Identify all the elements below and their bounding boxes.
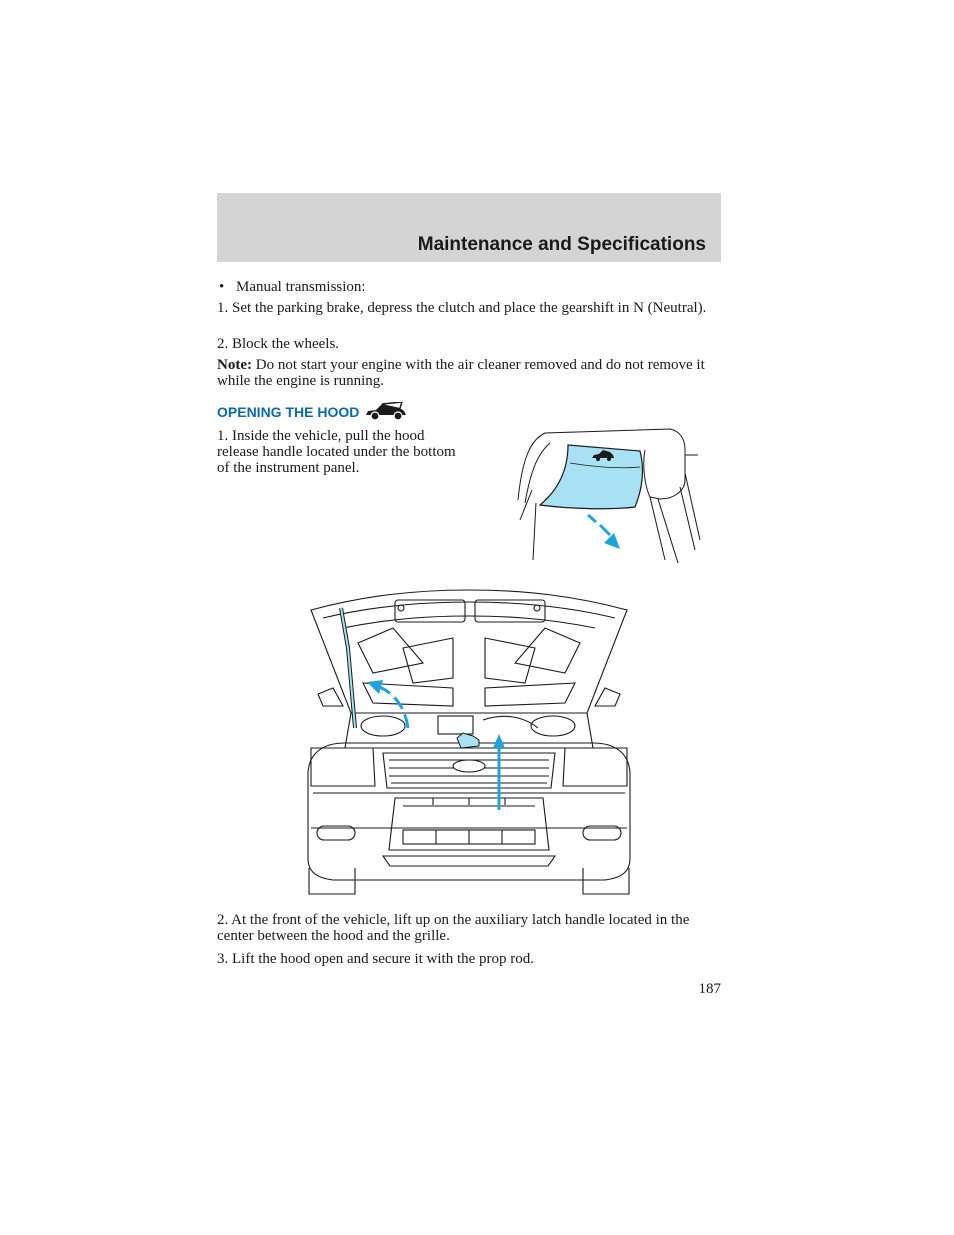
- section-header-band: [217, 193, 721, 262]
- intro-step-1: 1. Set the parking brake, depress the clutch and place the gearshift in N (Neutral).: [217, 300, 707, 316]
- step-3-paragraph: 3. Lift the hood open and secure it with the prop rod.: [217, 951, 535, 967]
- bullet-text: Manual transmission:: [236, 279, 366, 295]
- note-paragraph: [217, 357, 721, 389]
- intro-step-2: 2. Block the wheels.: [217, 336, 340, 352]
- section-heading-text: OPENING THE HOOD: [217, 404, 360, 420]
- note-text: Do not start your engine with the air cleaner removed and do not remove it while the engine is running.: [217, 357, 705, 389]
- hood-open-icon: [364, 402, 408, 422]
- section-heading: [217, 402, 408, 422]
- bullet-symbol: •: [219, 279, 225, 295]
- hood-release-handle-illustration: [500, 425, 710, 565]
- step-2-paragraph: 2. At the front of the vehicle, lift up on the auxiliary latch handle located in the center between the hood and the grille.: [217, 912, 690, 944]
- step-1-paragraph: 1. Inside the vehicle, pull the hood release handle located under the bottom of the instrument panel.: [217, 428, 456, 476]
- page-number: 187: [698, 981, 721, 997]
- vehicle-front-hood-open-illustration: [303, 588, 635, 898]
- note-label: Note:: [217, 357, 252, 373]
- section-title: Maintenance and Specifications: [417, 234, 706, 255]
- intro-bullet: [217, 279, 721, 295]
